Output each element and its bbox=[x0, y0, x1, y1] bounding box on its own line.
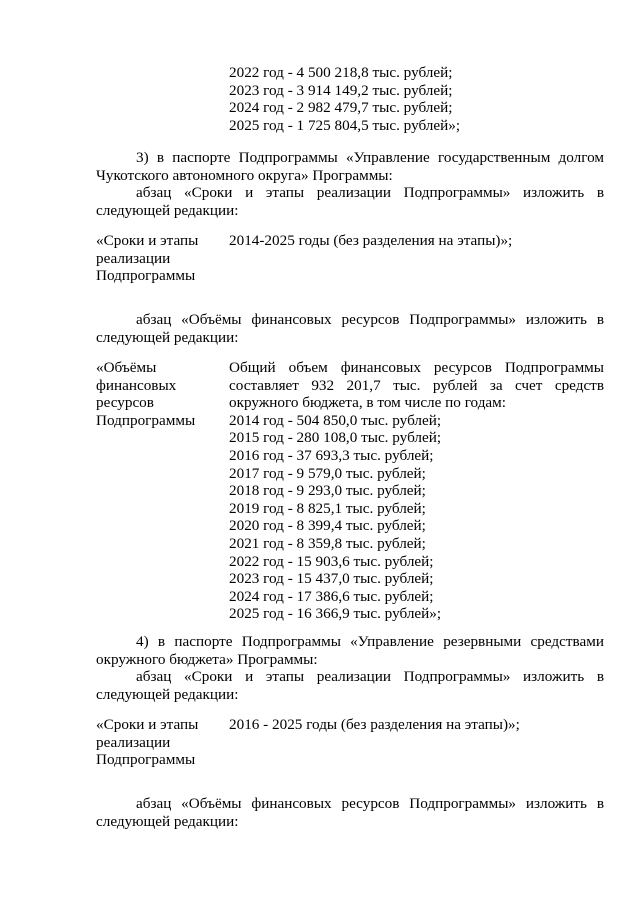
item4-abzac-funds-line1: абзац «Объёмы финансовых ресурсов Подпрограммы» изложить в bbox=[136, 795, 604, 812]
label-line: «Объёмы bbox=[96, 359, 157, 376]
list-item: 2022 год - 4 500 218,8 тыс. рублей; bbox=[229, 64, 453, 81]
funds-intro-line2: составляет 932 201,7 тыс. рублей за счет средств bbox=[229, 376, 604, 394]
label-line: реализации bbox=[96, 249, 171, 267]
label-line: финансовых bbox=[96, 376, 177, 394]
funds-years-list bbox=[229, 412, 604, 623]
item4-abzac-terms-line2: следующей редакции: bbox=[96, 685, 239, 703]
list-item: 2023 год - 15 437,0 тыс. рублей; bbox=[229, 570, 434, 588]
list-item: 2024 год - 2 982 479,7 тыс. рублей; bbox=[229, 99, 453, 117]
label-line: «Сроки и этапы bbox=[96, 232, 199, 249]
item3-funds-label bbox=[96, 359, 214, 429]
item4-abzac-terms bbox=[96, 668, 604, 703]
list-item: 2024 год - 17 386,6 тыс. рублей; bbox=[229, 587, 434, 605]
item4-abzac-funds bbox=[96, 795, 604, 830]
item3-line2: Чукотского автономного округа» Программы: bbox=[96, 166, 393, 184]
list-item: 2019 год - 8 825,1 тыс. рублей; bbox=[229, 499, 426, 517]
list-item: 2025 год - 16 366,9 тыс. рублей»; bbox=[229, 605, 442, 623]
item3-abzac-terms-line1: абзац «Сроки и этапы реализации Подпрограммы» изложить в bbox=[136, 184, 604, 201]
item3-funds-value bbox=[229, 359, 604, 623]
item3-abzac-funds-line1: абзац «Объёмы финансовых ресурсов Подпрограммы» изложить в bbox=[136, 311, 604, 328]
label-line: «Сроки и этапы bbox=[96, 716, 199, 733]
list-item: 2016 год - 37 693,3 тыс. рублей; bbox=[229, 446, 434, 464]
list-item: 2017 год - 9 579,0 тыс. рублей; bbox=[229, 464, 426, 482]
item4-abzac-terms-line1: абзац «Сроки и этапы реализации Подпрограммы» изложить в bbox=[136, 668, 604, 685]
terms-value: 2014-2025 годы (без разделения на этапы)»; bbox=[229, 232, 513, 249]
item3-abzac-funds-line2: следующей редакции: bbox=[96, 328, 239, 346]
item3-terms-label bbox=[96, 232, 214, 285]
item3-abzac-funds bbox=[96, 311, 604, 346]
list-item: 2021 год - 8 359,8 тыс. рублей; bbox=[229, 534, 426, 552]
item4-line1: 4) в паспорте Подпрограммы «Управление резервными средствами bbox=[136, 633, 604, 650]
item4-terms-label bbox=[96, 716, 214, 769]
list-item: 2023 год - 3 914 149,2 тыс. рублей; bbox=[229, 81, 453, 99]
terms-value: 2016 - 2025 годы (без разделения на этапы)»; bbox=[229, 716, 520, 733]
list-item: 2015 год - 280 108,0 тыс. рублей; bbox=[229, 429, 442, 447]
funds-intro-line3: окружного бюджета, в том числе по годам: bbox=[229, 394, 506, 412]
list-item: 2025 год - 1 725 804,5 тыс. рублей»; bbox=[229, 116, 461, 134]
item3-terms-value bbox=[229, 232, 604, 250]
label-line: Подпрограммы bbox=[96, 751, 196, 769]
label-line: ресурсов bbox=[96, 394, 154, 412]
item4-terms-value bbox=[229, 716, 604, 734]
item3-paragraph bbox=[96, 149, 604, 184]
label-line: реализации bbox=[96, 733, 171, 751]
item3-abzac-terms bbox=[96, 184, 604, 219]
label-line: Подпрограммы bbox=[96, 411, 196, 429]
item3-abzac-terms-line2: следующей редакции: bbox=[96, 201, 239, 219]
item4-abzac-funds-line2: следующей редакции: bbox=[96, 812, 239, 830]
funds-intro-line1: Общий объем финансовых ресурсов Подпрограммы bbox=[229, 359, 604, 376]
list-item: 2020 год - 8 399,4 тыс. рублей; bbox=[229, 517, 426, 535]
item4-paragraph bbox=[96, 633, 604, 668]
item4-line2: окружного бюджета» Программы: bbox=[96, 650, 318, 668]
label-line: Подпрограммы bbox=[96, 267, 196, 285]
list-item: 2022 год - 15 903,6 тыс. рублей; bbox=[229, 552, 434, 570]
list-item: 2018 год - 9 293,0 тыс. рублей; bbox=[229, 482, 426, 500]
list-item: 2014 год - 504 850,0 тыс. рублей; bbox=[229, 411, 442, 429]
item3-line1: 3) в паспорте Подпрограммы «Управление государственным долгом bbox=[136, 149, 604, 166]
top-year-list bbox=[229, 64, 460, 134]
